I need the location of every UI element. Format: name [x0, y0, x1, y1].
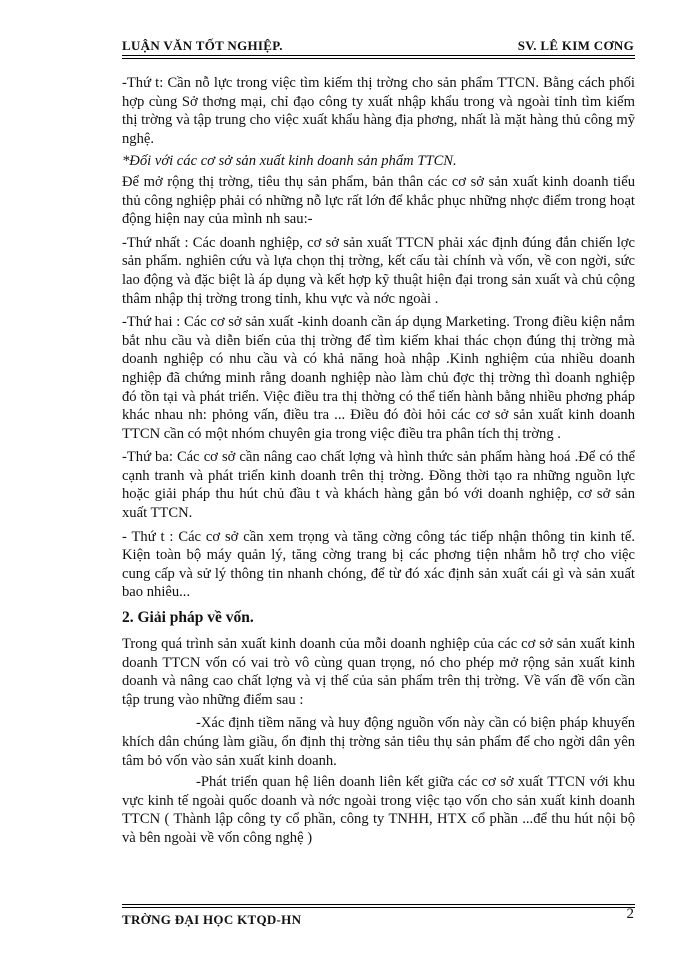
- paragraph-thu-tu-info: - Thứ t : Các cơ sở cần xem trọng và tăng cờng công tác tiếp nhận thông tin kinh tế. Kiện toàn bộ máy quản lý, tăng cờng trang bị các phơng tiện nhằm hỗ trợ cho việc cung cấp và sử lý thông tin nhanh chóng, để từ đó xác định sản xuất cái gì và sản xuất bao nhiêu...: [122, 528, 635, 601]
- page-header: [122, 36, 634, 56]
- footer-rule: [122, 907, 635, 908]
- page-number: 2: [626, 906, 634, 922]
- footer-rule-thin: [122, 904, 635, 905]
- subheading-production-units: *Đối với các cơ sở sản xuất kinh doanh sản phẩm TTCN.: [122, 153, 457, 170]
- header-student-name: SV. LÊ KIM CƠNG: [517, 38, 634, 53]
- header-thesis-title: LUẬN VĂN TỐT NGHIỆP.: [122, 38, 283, 53]
- paragraph-capital-intro: Trong quá trình sản xuất kinh doanh của mỗi doanh nghiệp của các cơ sở sản xuất kinh doanh TTCN vốn có vai trò vô cùng quan trọng, nó cho phép mở rộng sản xuất kinh doanh và nâng cao chất lợng và vị thế của sản phẩm trên thị trờng. Về vấn đề vốn cần tập trung vào những điểm sau :: [122, 636, 635, 708]
- paragraph-capital-point-2: -Phát triển quan hệ liên doanh liên kết giữa các cơ sở xuất TTCN với khu vực kinh tế ngoài quốc doanh và nớc ngoài trong việc tạo vốn cho sản xuất kinh doanh TTCN ( Thành lập công ty cổ phần, công ty TNHH, HTX cổ phần ...để thu hút nội bộ và bên ngoài về vốn công nghệ ): [122, 774, 635, 846]
- paragraph-thu-hai: -Thứ hai : Các cơ sở sản xuất -kinh doanh cần áp dụng Marketing. Trong điều kiện nắm bắt nhu cầu và diễn biến của thị trờng để tìm kiếm khai thác chọn đúng thị trờng mà doanh nghiệp có nhu cầu và có khả năng hoà nhập .Kinh nghiệm của nhiều doanh nghiệp đã chứng minh rằng doanh nghiệp nào làm chủ đợc thị trờng thì doanh nghiệp đó tồn tại và phát triển. Việc điều tra thị thờng có thể tiến hành bằng nhiều phơng pháp khác nhau nh: phỏng vấn, điều tra ... Điều đó đòi hỏi các cơ sở sản xuất kinh doanh TTCN cần có một nhóm chuyên gia trong việc điều tra phân tích thị trờng .: [122, 314, 635, 442]
- section-heading-capital: 2. Giải pháp về vốn.: [122, 609, 254, 627]
- paragraph-intro: Để mở rộng thị trờng, tiêu thụ sản phẩm, bản thân các cơ sở sản xuất kinh doanh tiểu thủ công nghiệp phải có những nỗ lực rất lớn để khắc phục những nhợc điểm trong hoạt động hiện nay của mình nh sau:-: [122, 173, 635, 228]
- paragraph-thu-ba: -Thứ ba: Các cơ sở cần nâng cao chất lợng và hình thức sản phẩm hàng hoá .Để có thể cạnh tranh và phát triển kinh doanh trên thị trờng. Đồng thời tạo ra những nguồn lực hoặc giải pháp thu hút chủ đầu t và khách hàng gắn bó với doanh nghiệp, cơ sở sản xuất TTCN.: [122, 449, 635, 522]
- paragraph-thu-tu-market: -Thứ t: Cần nỗ lực trong việc tìm kiếm thị trờng cho sản phẩm TTCN. Bằng cách phối hợp cùng Sở thơng mại, chỉ đạo công ty xuất nhập khẩu trong và ngoài tỉnh tìm kiếm thị trờng và tập trung cho việc xuất khẩu hàng địa phơng, nhất là mặt hàng thủ công mỹ nghệ.: [122, 75, 635, 147]
- paragraph-capital-point-1: -Xác định tiềm năng và huy động nguồn vốn này cần có biện pháp khuyến khích dân chúng làm giầu, ổn định thị trờng sản tiêu thụ sản phẩm để cho ngời dân yên tâm bỏ vốn vào sản xuất kinh doanh.: [122, 715, 635, 769]
- header-rule-thin: [122, 58, 635, 59]
- footer-university: TRỜNG ĐẠI HỌC KTQD-HN: [122, 912, 302, 927]
- header-rule: [122, 55, 635, 56]
- paragraph-thu-nhat: -Thứ nhất : Các doanh nghiệp, cơ sở sản xuất TTCN phải xác định đúng đắn chiến lợc sản phẩm. nghiên cứu và lựa chọn thị trờng, kết cấu tài chính và vốn, về con ngời, sức lao động và đặc biệt là áp dụng và kết hợp kỹ thuật hiện đại trong sản xuất và chủ cộng thâm nhập thị trờng trong tỉnh, khu vực và nớc ngoài .: [122, 234, 635, 307]
- document-body: [122, 74, 635, 851]
